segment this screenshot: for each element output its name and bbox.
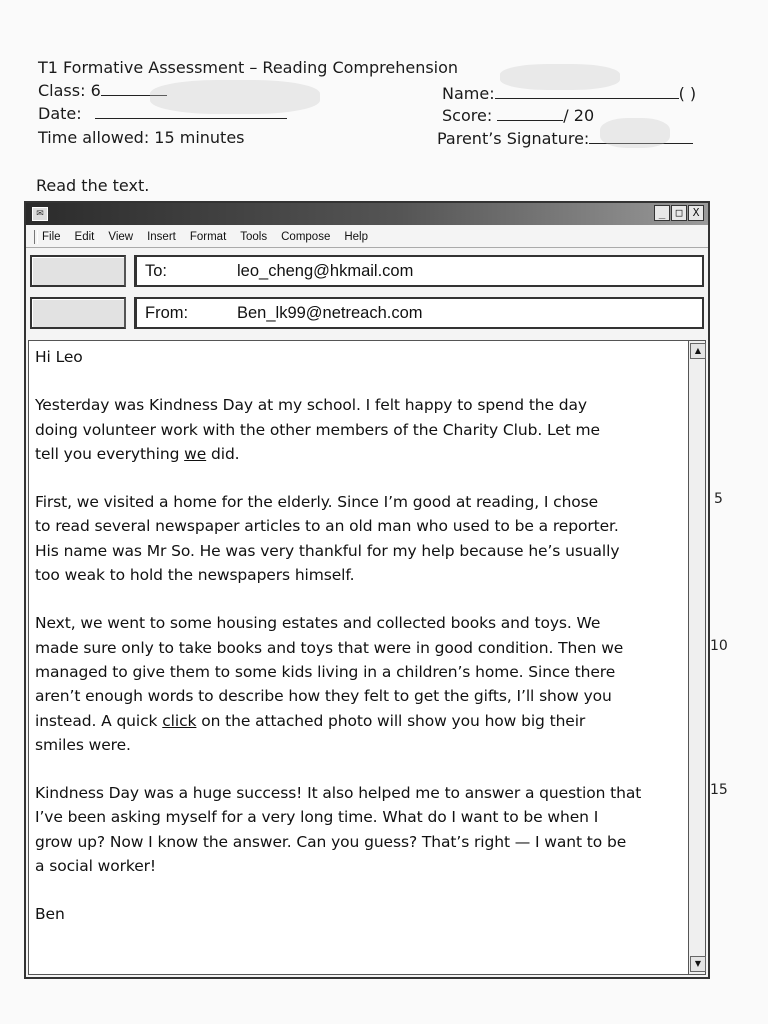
- paragraph-1: [35, 393, 682, 466]
- text-line: His name was Mr So. He was very thankful for my help because he’s usually: [35, 541, 620, 560]
- text-line: smiles were.: [35, 735, 131, 754]
- underlined-word: click: [162, 711, 197, 730]
- text-line: too weak to hold the newspapers himself.: [35, 566, 355, 585]
- email-body[interactable]: [28, 340, 688, 975]
- to-button[interactable]: [30, 255, 126, 287]
- score-label: Score:: [442, 106, 493, 125]
- menu-compose[interactable]: Compose: [281, 231, 331, 243]
- assessment-title: T1 Formative Assessment – Reading Comprehension: [38, 58, 459, 77]
- time-allowed: Time allowed: 15 minutes: [38, 128, 245, 147]
- parent-signature-label: Parent’s Signature:: [437, 129, 590, 148]
- greeting: Hi Leo: [35, 348, 83, 366]
- menu-view[interactable]: View: [108, 231, 134, 243]
- text-line: doing volunteer work with the other members of the Charity Club. Let me: [35, 420, 600, 439]
- from-label: From:: [145, 304, 189, 322]
- text-line: made sure only to take books and toys that were in good condition. Then we: [35, 638, 624, 657]
- text-line: did.: [206, 444, 240, 463]
- window-titlebar: [26, 203, 708, 225]
- close-button[interactable]: X: [688, 205, 704, 221]
- vertical-scrollbar[interactable]: [688, 340, 706, 975]
- line-number: 15: [710, 782, 728, 798]
- to-field[interactable]: [134, 255, 704, 287]
- text-line: First, we visited a home for the elderly. Since I’m good at reading, I chose: [35, 493, 599, 512]
- email-window: [24, 201, 710, 979]
- score-underline: [497, 106, 563, 121]
- from-field[interactable]: [134, 297, 704, 329]
- to-label: To:: [145, 262, 168, 280]
- menu-help[interactable]: Help: [344, 231, 368, 243]
- score-field: [442, 106, 594, 125]
- text-line: to read several newspaper articles to an old man who used to be a reporter.: [35, 517, 619, 536]
- redaction-scribble: [150, 80, 320, 114]
- menu-separator: [34, 230, 38, 244]
- mail-icon: ✉: [32, 207, 48, 221]
- text-line: grow up? Now I know the answer. Can you guess? That’s right — I want to be: [35, 832, 627, 851]
- instruction-text: Read the text.: [36, 176, 150, 195]
- date-label: Date:: [38, 104, 82, 123]
- menu-insert[interactable]: Insert: [147, 231, 176, 243]
- text-line: aren’t enough words to describe how they felt to get the gifts, I’ll show you: [35, 687, 612, 706]
- line-number: 5: [714, 491, 723, 507]
- minimize-button[interactable]: _: [654, 205, 670, 221]
- text-line: instead. A quick: [35, 711, 163, 730]
- text-line: Kindness Day was a huge success! It also helped me to answer a question that: [35, 784, 642, 803]
- text-line: tell you everything: [35, 444, 185, 463]
- redaction-scribble: [500, 64, 620, 90]
- menu-format[interactable]: Format: [189, 231, 227, 243]
- text-line: on the attached photo will show you how big their: [196, 711, 586, 730]
- name-paren: ( ): [678, 84, 697, 103]
- window-controls: [654, 205, 704, 221]
- from-button[interactable]: [30, 297, 126, 329]
- scroll-up-arrow-icon[interactable]: ▲: [690, 343, 706, 359]
- text-line: Next, we went to some housing estates and collected books and toys. We: [35, 614, 601, 633]
- menu-edit[interactable]: Edit: [74, 231, 95, 243]
- signoff: Ben: [35, 905, 65, 924]
- maximize-button[interactable]: □: [671, 205, 687, 221]
- to-address: leo_cheng@hkmail.com: [237, 262, 414, 280]
- score-total: / 20: [563, 106, 595, 125]
- menu-file[interactable]: File: [42, 231, 61, 243]
- text-line: a social worker!: [35, 857, 157, 876]
- scroll-down-arrow-icon[interactable]: ▼: [690, 956, 706, 972]
- class-field: [38, 81, 167, 100]
- menu-tools[interactable]: Tools: [240, 231, 268, 243]
- underlined-word: we: [184, 444, 207, 463]
- menu-bar: [26, 227, 708, 248]
- paragraph-4: [35, 781, 682, 878]
- line-number: 10: [710, 638, 728, 654]
- text-line: Yesterday was Kindness Day at my school. I felt happy to spend the day: [35, 396, 588, 415]
- paragraph-2: [35, 490, 682, 587]
- text-line: managed to give them to some kids living in a children’s home. Since there: [35, 662, 616, 681]
- from-address: Ben_lk99@netreach.com: [237, 304, 423, 322]
- class-label: Class: 6: [38, 81, 101, 100]
- redaction-scribble: [600, 118, 670, 148]
- name-label: Name:: [442, 84, 495, 103]
- text-line: I’ve been asking myself for a very long time. What do I want to be when I: [35, 808, 599, 827]
- paragraph-3: [35, 611, 682, 757]
